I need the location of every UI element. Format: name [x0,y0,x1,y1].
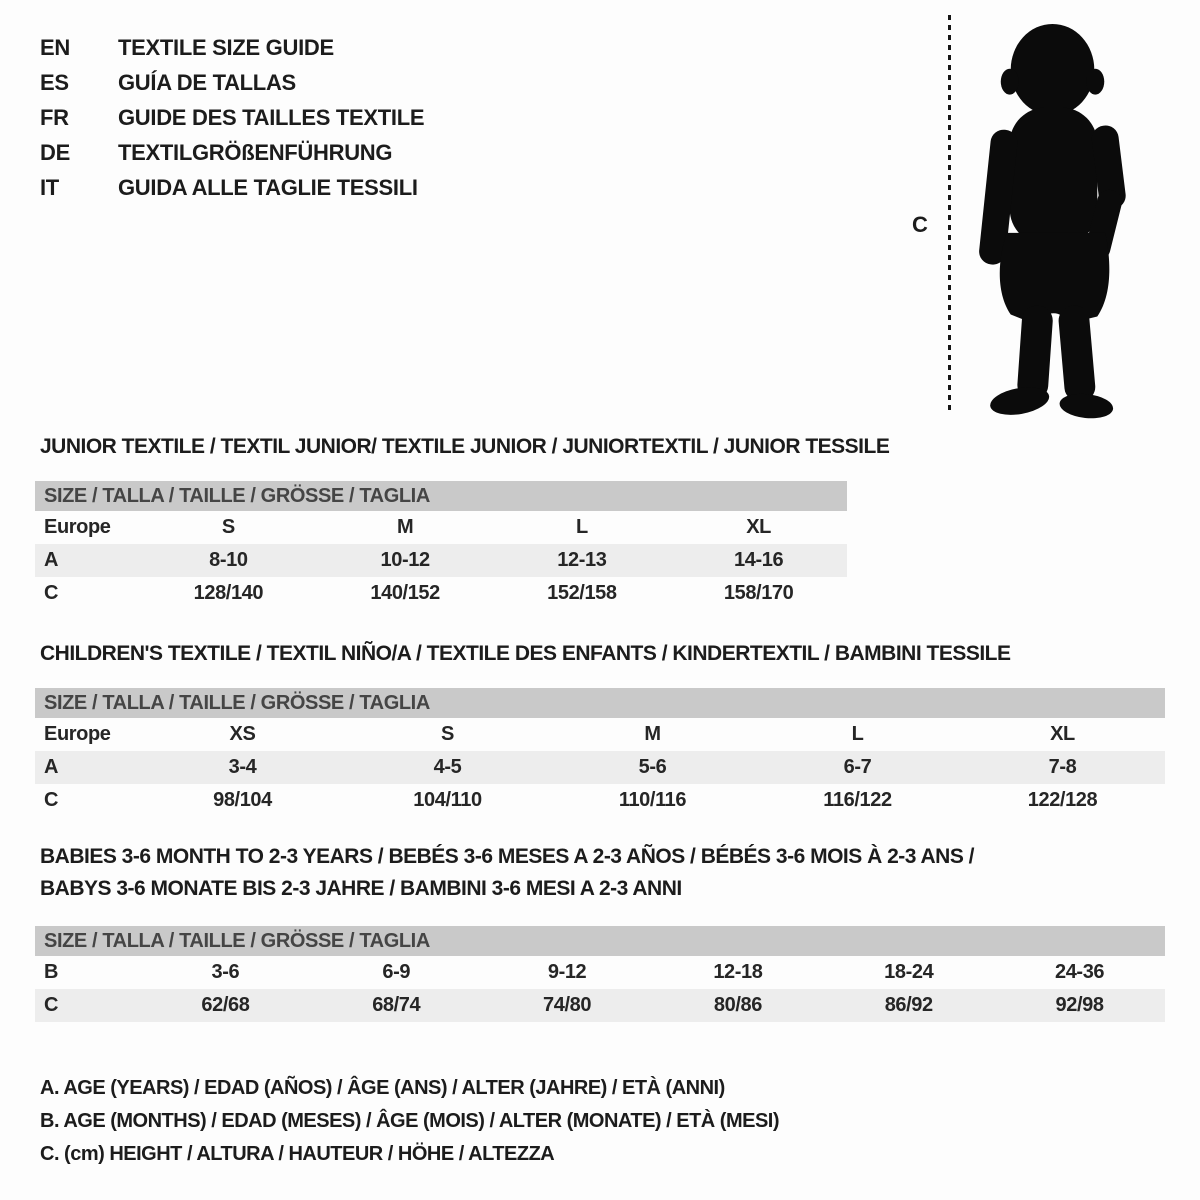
size-cell: 12-13 [557,549,607,571]
legend-height-cm: C. (cm) HEIGHT / ALTURA / HAUTEUR / HÖHE / ALTEZZA [40,1143,555,1165]
language-row-it [40,170,424,205]
size-cell: XL [1050,723,1075,745]
babies-size-table [35,926,1165,1022]
size-table-row-c [35,577,847,610]
guide-title-en: TEXTILE SIZE GUIDE [118,34,334,60]
row-label: C [44,582,59,604]
baby-silhouette-icon [962,12,1147,420]
row-label: C [44,789,59,811]
row-label: A [44,756,59,778]
size-cell: 92/98 [1055,994,1104,1016]
size-cell: XS [229,723,256,745]
junior-section-title-text: JUNIOR TEXTILE / TEXTIL JUNIOR/ TEXTILE JUNIOR / JUNIORTEXTIL / JUNIOR TESSILE [40,435,890,458]
size-cell: 18-24 [884,961,934,983]
language-code: EN [40,34,70,60]
size-cell: M [396,516,414,538]
row-label: Europe [44,516,111,538]
size-cell: 128/140 [193,582,264,604]
size-cell: S [221,516,235,538]
size-cell: L [575,516,588,538]
size-table-row-c [35,784,1165,817]
language-row-en [40,30,424,65]
size-cell: 10-12 [380,549,430,571]
size-cell: 152/158 [547,582,617,604]
junior-section-title [40,431,889,463]
row-label: A [44,549,59,571]
size-cell: M [644,723,661,745]
size-cell: 80/86 [713,994,762,1016]
size-cell: 110/116 [618,789,687,811]
size-cell: 86/92 [884,994,933,1016]
size-cell: 7-8 [1048,756,1077,778]
junior-size-table [35,481,847,610]
size-table-row-a [35,751,1165,784]
language-code: DE [40,139,70,165]
size-cell: 68/74 [372,994,421,1016]
size-table-header: SIZE / TALLA / TAILLE / GRÖSSE / TAGLIA [35,688,1165,718]
size-cell: 74/80 [543,994,592,1016]
guide-title-de: TEXTILGRÖßENFÜHRUNG [118,139,393,165]
size-cell: 4-5 [433,756,462,778]
size-cell: 8-10 [209,549,248,571]
size-cell: 14-16 [734,549,784,571]
size-cell: 6-9 [382,961,411,983]
height-measure-dashed-line [948,15,951,415]
children-section-title [40,638,1011,670]
legend-block [40,1072,779,1171]
language-row-fr [40,100,424,135]
size-cell: 98/104 [213,789,272,811]
size-table-row-europe [35,511,847,544]
language-row-de [40,135,424,170]
row-label: B [44,961,59,983]
language-code: FR [40,104,69,130]
size-table-header: SIZE / TALLA / TAILLE / GRÖSSE / TAGLIA [35,926,1165,956]
guide-title-es: GUÍA DE TALLAS [118,69,296,95]
size-table-row-europe [35,718,1165,751]
height-measure-label-c: C [912,212,928,237]
children-size-table [35,688,1165,817]
babies-section-title-line-2: BABYS 3-6 MONATE BIS 2-3 JAHRE / BAMBINI 3-6 MESI A 2-3 ANNI [40,877,682,900]
size-cell: 104/110 [413,789,482,811]
babies-section-title-line-1: BABIES 3-6 MONTH TO 2-3 YEARS / BEBÉS 3-6 MESES A 2-3 AÑOS / BÉBÉS 3-6 MOIS À 2-3 ANS / [40,845,975,868]
size-table-row-b [35,956,1165,989]
guide-title-fr: GUIDE DES TAILLES TEXTILE [118,104,425,130]
size-cell: 62/68 [201,994,250,1016]
size-cell: 3-6 [211,961,240,983]
size-cell: S [441,723,454,745]
size-cell: 12-18 [713,961,763,983]
size-cell: 3-4 [228,756,257,778]
legend-age-months: B. AGE (MONTHS) / EDAD (MESES) / ÂGE (MOIS) / ALTER (MONATE) / ETÀ (MESI) [40,1110,780,1132]
row-label: Europe [44,723,111,745]
size-cell: 24-36 [1054,961,1105,983]
language-code: ES [40,69,69,95]
size-cell: 158/170 [723,582,794,604]
size-cell: 9-12 [547,961,587,983]
size-table-header: SIZE / TALLA / TAILLE / GRÖSSE / TAGLIA [35,481,847,511]
language-row-es [40,65,424,100]
guide-title-block [40,30,424,205]
guide-title-it: GUIDA ALLE TAGLIE TESSILI [118,174,418,200]
size-cell: 122/128 [1027,789,1098,811]
children-section-title-text: CHILDREN'S TEXTILE / TEXTIL NIÑO/A / TEXTILE DES ENFANTS / KINDERTEXTIL / BAMBINI TESSILE [40,642,1011,665]
size-table-row-c [35,989,1165,1022]
size-table-row-a [35,544,847,577]
size-cell: XL [746,516,771,538]
size-cell: 140/152 [370,582,440,604]
size-cell: 5-6 [638,756,667,778]
size-cell: L [851,723,864,745]
legend-age-years: A. AGE (YEARS) / EDAD (AÑOS) / ÂGE (ANS) / ALTER (JAHRE) / ETÀ (ANNI) [40,1077,725,1099]
row-label: C [44,994,59,1016]
language-code: IT [40,174,59,200]
size-cell: 6-7 [843,756,872,778]
size-cell: 116/122 [823,789,892,811]
babies-section-title [40,841,974,905]
